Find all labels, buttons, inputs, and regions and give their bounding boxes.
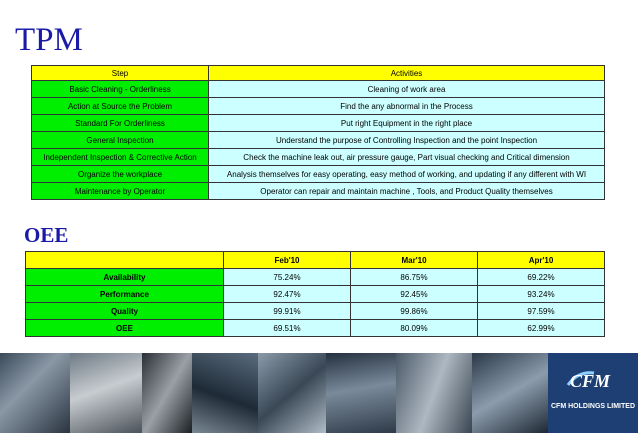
factory-photo [396, 353, 472, 433]
step-cell: Standard For Orderliness [32, 115, 209, 132]
step-cell: Maintenance by Operator [32, 183, 209, 200]
table-row [26, 320, 605, 337]
metric-label: Performance [26, 286, 224, 303]
tpm-header-row [32, 66, 605, 81]
table-row [26, 269, 605, 286]
metric-value: 99.91% [224, 303, 351, 320]
table-row [26, 303, 605, 320]
metric-value: 92.47% [224, 286, 351, 303]
metric-value: 69.22% [478, 269, 605, 286]
oee-corner-cell [26, 252, 224, 269]
month-column-header: Apr'10 [478, 252, 605, 269]
tpm-table [31, 65, 605, 200]
table-row [32, 132, 605, 149]
table-row [32, 98, 605, 115]
metric-value: 62.99% [478, 320, 605, 337]
month-column-header: Mar'10 [351, 252, 478, 269]
company-logo [548, 353, 638, 433]
activity-cell: Understand the purpose of Controlling Inspection and the point Inspection [209, 132, 605, 149]
metric-value: 99.86% [351, 303, 478, 320]
activity-cell: Analysis themselves for easy operating, easy method of working, and updating if any different with WI [209, 166, 605, 183]
table-row [32, 115, 605, 132]
metric-label: Quality [26, 303, 224, 320]
table-row [32, 183, 605, 200]
logo-mark: CFM [570, 371, 611, 391]
table-row [32, 166, 605, 183]
factory-photo [0, 353, 70, 433]
month-column-header: Feb'10 [224, 252, 351, 269]
table-row [32, 81, 605, 98]
factory-photo [70, 353, 142, 433]
activity-cell: Check the machine leak out, air pressure gauge, Part visual checking and Critical dimension [209, 149, 605, 166]
metric-label: Availability [26, 269, 224, 286]
activity-cell: Cleaning of work area [209, 81, 605, 98]
step-column-header: Step [32, 66, 209, 81]
metric-value: 92.45% [351, 286, 478, 303]
activities-column-header: Activities [209, 66, 605, 81]
step-cell: General Inspection [32, 132, 209, 149]
metric-label: OEE [26, 320, 224, 337]
step-cell: Independent Inspection & Corrective Action [32, 149, 209, 166]
factory-photo [258, 353, 326, 433]
factory-photo [142, 353, 192, 433]
metric-value: 75.24% [224, 269, 351, 286]
logo-text: CFM HOLDINGS LIMITED [551, 403, 635, 410]
factory-photo [326, 353, 396, 433]
factory-photo [472, 353, 548, 433]
footer-photo-strip [0, 353, 638, 433]
step-cell: Action at Source the Problem [32, 98, 209, 115]
metric-value: 97.59% [478, 303, 605, 320]
activity-cell: Find the any abnormal in the Process [209, 98, 605, 115]
cfm-logo-icon [548, 353, 638, 403]
metric-value: 93.24% [478, 286, 605, 303]
oee-table [25, 251, 605, 337]
tpm-title: TPM [15, 22, 83, 58]
oee-title: OEE [24, 223, 69, 247]
factory-photo [192, 353, 258, 433]
oee-header-row [26, 252, 605, 269]
metric-value: 86.75% [351, 269, 478, 286]
table-row [26, 286, 605, 303]
metric-value: 80.09% [351, 320, 478, 337]
activity-cell: Put right Equipment in the right place [209, 115, 605, 132]
activity-cell: Operator can repair and maintain machine , Tools, and Product Quality themselves [209, 183, 605, 200]
step-cell: Basic Cleaning - Orderliness [32, 81, 209, 98]
step-cell: Organize the workplace [32, 166, 209, 183]
table-row [32, 149, 605, 166]
metric-value: 69.51% [224, 320, 351, 337]
